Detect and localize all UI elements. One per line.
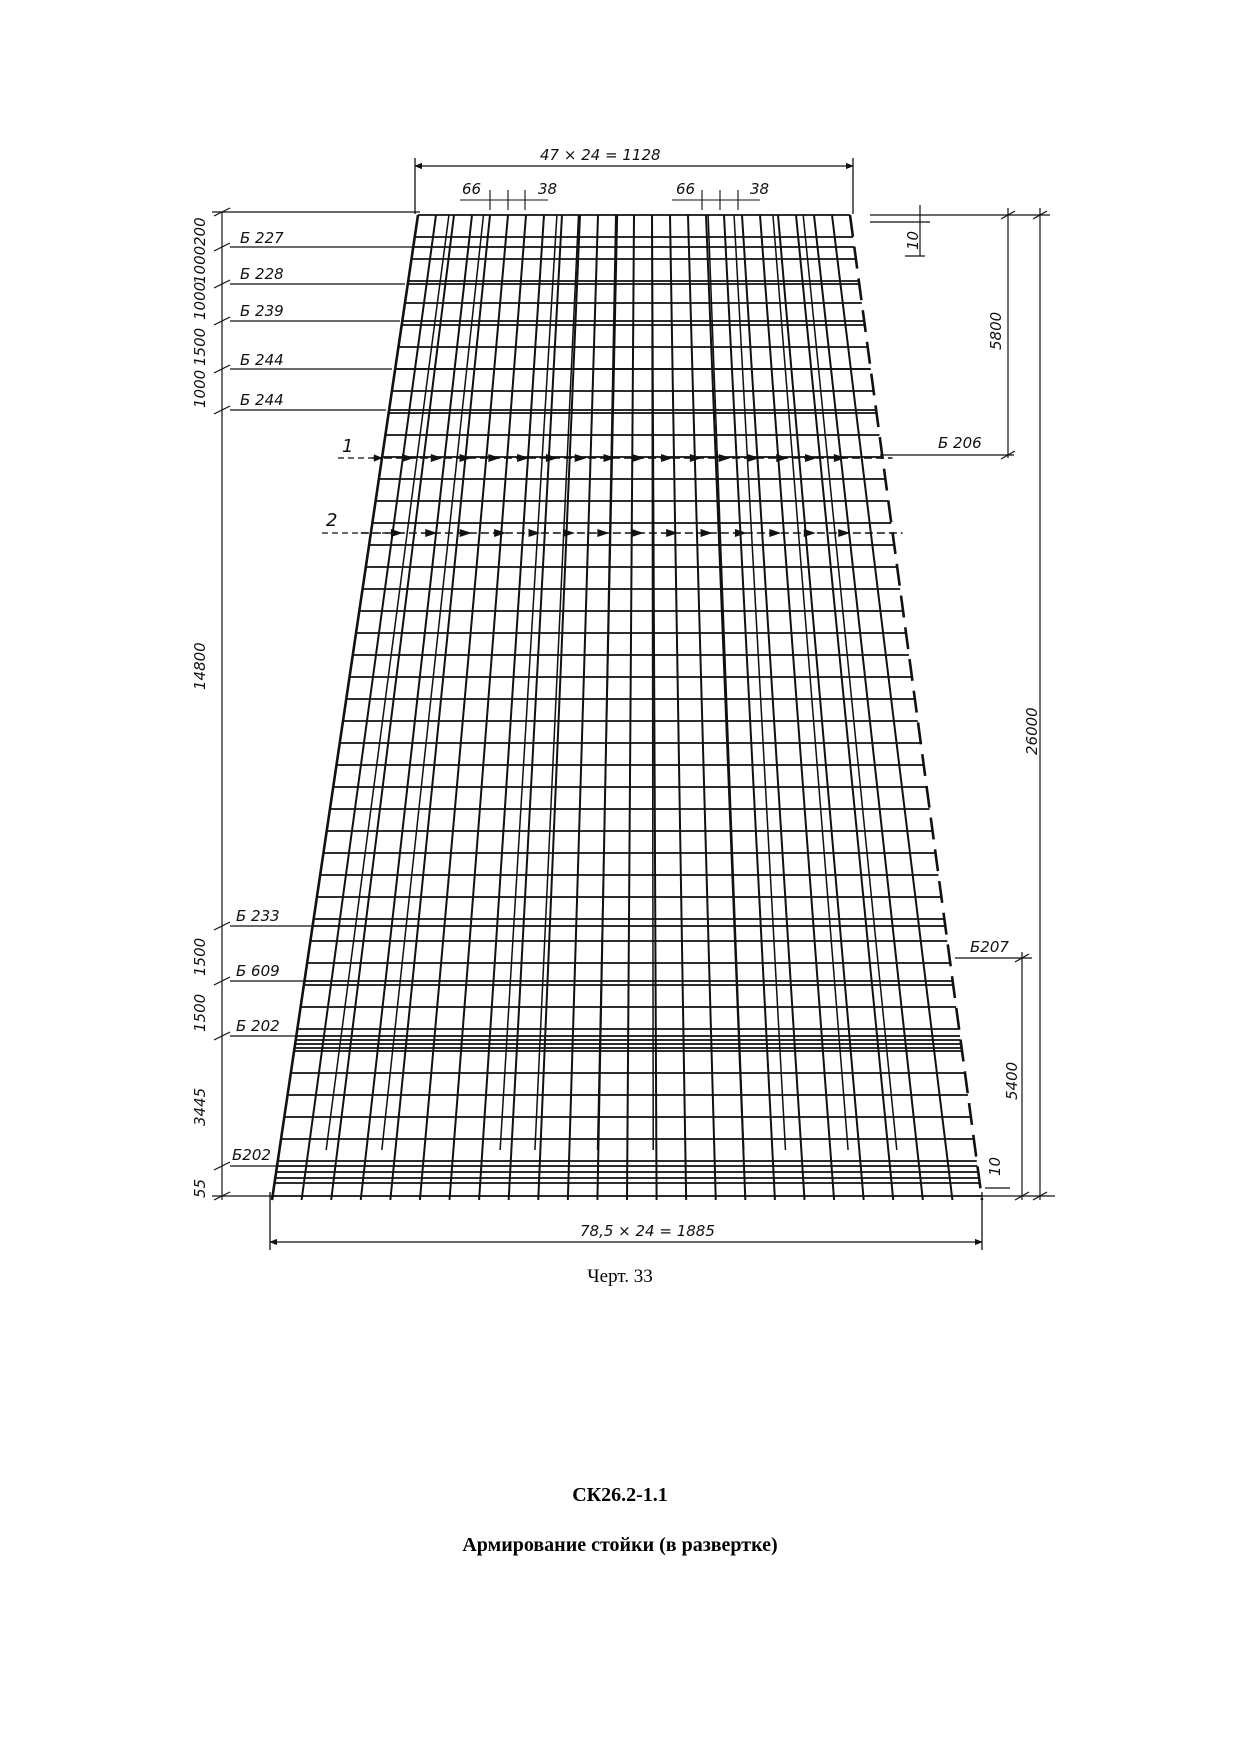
height-label-1000a: 1000: [191, 245, 209, 284]
longitudinal-bar: [538, 215, 580, 1200]
document-title: Армирование стойки (в развертке): [462, 1534, 778, 1556]
section-arrow: [575, 454, 587, 462]
longitudinal-bar: [272, 215, 418, 1200]
longitudinal-bar: [420, 215, 508, 1200]
right-dim-5400: 5400: [1003, 1061, 1021, 1100]
bar-mark-b233: Б 233: [236, 907, 280, 925]
height-label-3445: 3445: [191, 1087, 209, 1126]
right-dim-10-top: 10: [904, 230, 922, 250]
longitudinal-bar: [450, 215, 527, 1200]
reinforcement-mesh: [272, 215, 982, 1200]
longitudinal-bar: [627, 215, 634, 1200]
height-label-1000c: 1000: [191, 369, 209, 408]
longitudinal-bar: [850, 215, 982, 1200]
additional-bar: [500, 215, 557, 1150]
top-width-label: 47 × 24 = 1128: [540, 146, 661, 164]
section-arrow: [805, 454, 817, 462]
bar-mark-b228: Б 228: [240, 265, 284, 283]
bar-mark-b202a: Б 202: [236, 1017, 280, 1035]
section-arrow: [632, 454, 644, 462]
right-dim-10-bottom: 10: [986, 1156, 1004, 1176]
section-arrow: [632, 529, 644, 537]
section-arrow: [804, 529, 816, 537]
longitudinal-bar: [796, 215, 893, 1200]
spacing-label-4: 38: [750, 180, 770, 198]
spacing-label-2: 38: [538, 180, 558, 198]
section-mark-2: 2: [326, 510, 338, 531]
bar-mark-b609: Б 609: [236, 962, 280, 980]
height-label-1500c: 1500: [191, 993, 209, 1032]
longitudinal-bar: [390, 215, 490, 1200]
section-arrow: [661, 454, 673, 462]
additional-bar: [598, 215, 618, 1150]
bar-mark-b244a: Б 244: [240, 351, 284, 369]
bar-mark-b239: Б 239: [240, 302, 284, 320]
spacing-dimensions: [460, 190, 760, 210]
height-label-1000b: 1000: [191, 281, 209, 320]
additional-bar: [535, 215, 579, 1150]
longitudinal-bar: [509, 215, 562, 1200]
section-arrow: [769, 529, 781, 537]
bottom-width-dimension: [270, 1192, 982, 1250]
right-dim-26000: 26000: [1023, 707, 1041, 755]
longitudinal-bar: [760, 215, 834, 1200]
bar-mark-b202b: Б202: [232, 1146, 271, 1164]
section-arrow: [603, 454, 615, 462]
bar-mark-b244b: Б 244: [240, 391, 284, 409]
longitudinal-bar: [742, 215, 805, 1200]
height-label-200: 200: [191, 217, 209, 246]
section-arrow: [529, 529, 541, 537]
bar-mark-b206: Б 206: [938, 434, 982, 452]
section-arrow: [460, 529, 472, 537]
bar-mark-b207: Б207: [970, 938, 1009, 956]
section-mark-1: 1: [342, 436, 354, 457]
document-code: СК26.2-1.1: [572, 1484, 668, 1506]
section-arrow: [719, 454, 731, 462]
longitudinal-bar: [814, 215, 923, 1200]
section-arrow: [402, 454, 414, 462]
section-arrow: [597, 529, 609, 537]
bottom-width-label: 78,5 × 24 = 1885: [580, 1222, 715, 1240]
spacing-label-3: 66: [676, 180, 696, 198]
section-arrow: [431, 454, 443, 462]
additional-bar: [734, 215, 785, 1150]
section-arrow: [563, 529, 575, 537]
height-label-1500b: 1500: [191, 937, 209, 976]
bar-mark-b227: Б 227: [240, 229, 284, 247]
height-label-1500a: 1500: [191, 327, 209, 366]
longitudinal-bar: [670, 215, 686, 1200]
section-arrow: [776, 454, 788, 462]
section-arrow: [546, 454, 558, 462]
spacing-label-1: 66: [462, 180, 482, 198]
figure-caption: Черт. 33: [587, 1266, 653, 1287]
section-arrow: [488, 454, 500, 462]
section-arrow: [701, 529, 713, 537]
additional-bar: [326, 215, 449, 1150]
height-label-14800: 14800: [191, 642, 209, 690]
height-label-55: 55: [191, 1178, 209, 1198]
section-arrow: [666, 529, 678, 537]
longitudinal-bar: [724, 215, 775, 1200]
right-dim-5800: 5800: [987, 311, 1005, 350]
longitudinal-bar: [479, 215, 544, 1200]
additional-bar: [708, 215, 744, 1150]
